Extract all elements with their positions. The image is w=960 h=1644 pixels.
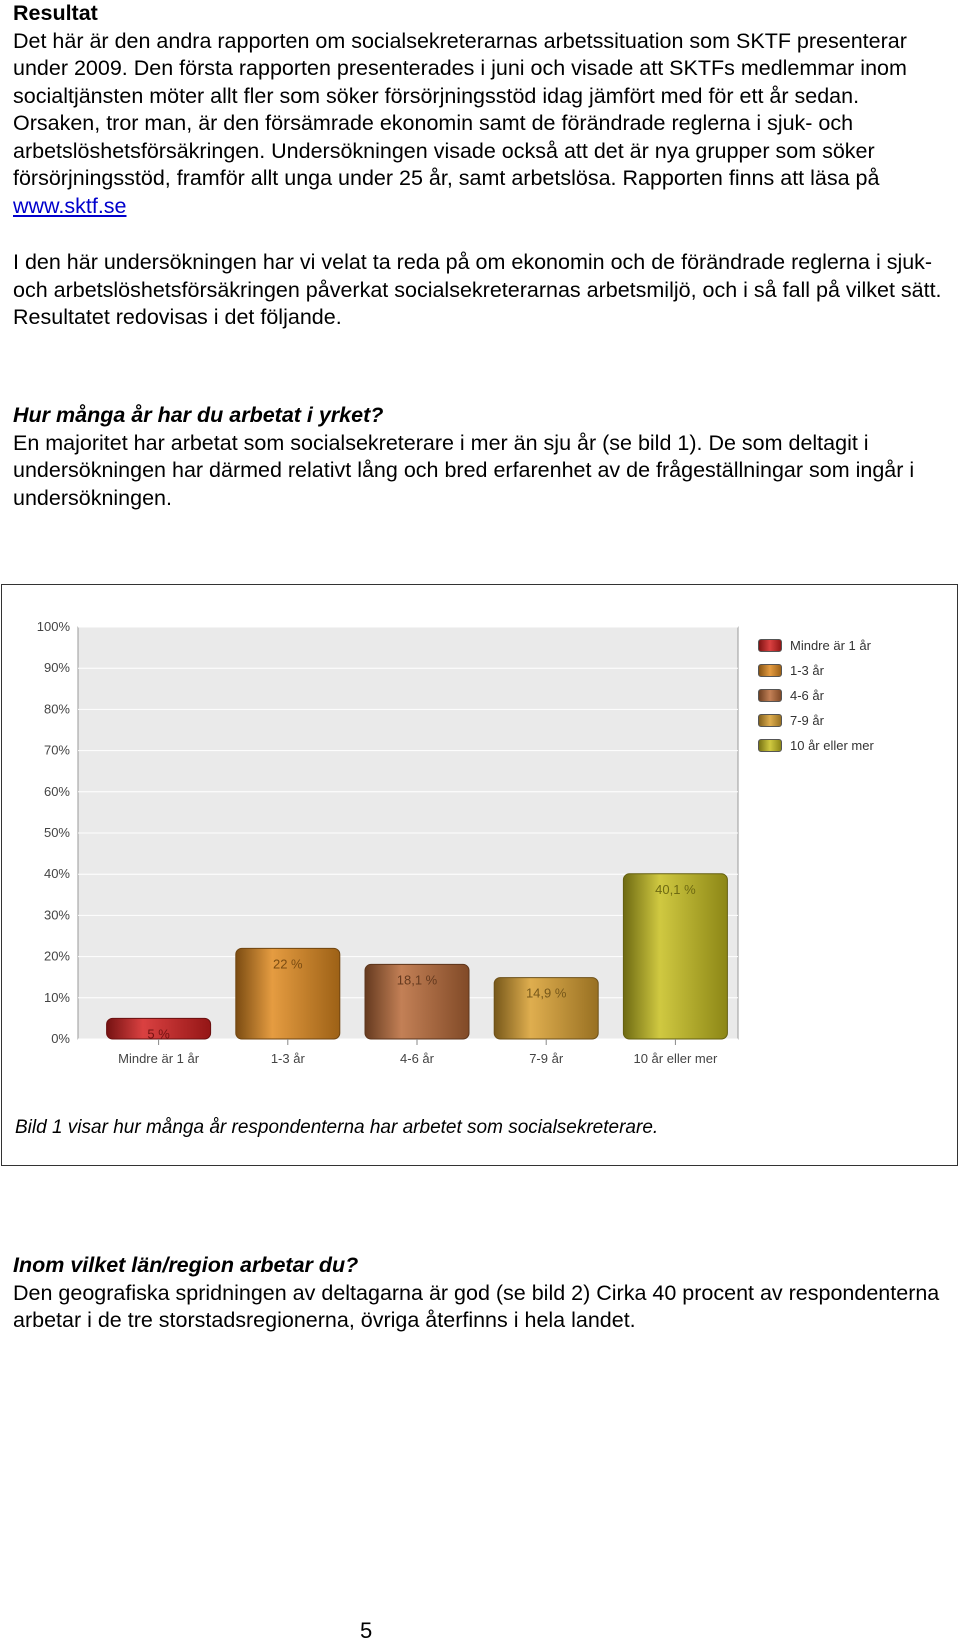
y-tick-label: 10% — [43, 989, 70, 1005]
y-tick-label: 50% — [43, 825, 70, 840]
page-number: 5 — [360, 1618, 373, 1643]
section-resultat — [13, 0, 948, 220]
section-region — [13, 1252, 948, 1335]
x-tick-label: Mindre är 1 år — [118, 1051, 200, 1066]
legend-swatch — [758, 689, 782, 702]
y-tick-label: 80% — [43, 701, 70, 717]
y-tick-label: 0% — [51, 1031, 70, 1046]
x-tick-label: 4-6 år — [400, 1051, 434, 1066]
y-tick-label: 90% — [43, 660, 70, 676]
legend-swatch — [758, 739, 782, 752]
figure-caption: Bild 1 visar hur många år respondenterna har arbetet som socialsekreterare. — [15, 1117, 659, 1138]
legend-swatch — [758, 639, 782, 652]
x-tick-label: 1-3 år — [270, 1051, 305, 1066]
y-tick-label: 40% — [43, 866, 70, 882]
legend-label: 10 år eller mer — [790, 738, 874, 753]
sktf-link[interactable]: www.sktf.se — [13, 193, 127, 218]
legend-item — [758, 733, 874, 758]
y-tick-label: 30% — [43, 907, 70, 923]
section-yrke — [13, 402, 948, 512]
y-tick-label: 100% — [36, 619, 70, 634]
bar-value-label: 18,1 % — [396, 972, 438, 988]
legend-swatch — [758, 714, 782, 727]
x-tick-label: 10 år eller mer — [633, 1051, 718, 1066]
legend-label: Mindre är 1 år — [790, 638, 871, 653]
y-tick-label: 70% — [43, 742, 70, 758]
heading-yrke: Hur många år har du arbetat i yrket? — [13, 403, 384, 427]
paragraph-undersokning: I den här undersökningen har vi velat ta reda på om ekonomin och de förändrade reglerna i sjuk- och arbetslöshetsförsäkringen påverkat socialsekreterarnas arbetsmiljö, och i så fall på vilket sätt. Resultatet redovisas i det följande. — [13, 250, 942, 329]
legend-item — [758, 633, 874, 658]
intro-paragraph — [13, 28, 948, 221]
legend-item — [758, 658, 874, 683]
bar-value-label: 5 % — [147, 1026, 170, 1042]
legend-item — [758, 708, 874, 733]
legend-swatch — [758, 664, 782, 677]
x-tick-label: 7-9 år — [529, 1051, 564, 1066]
y-tick-label: 20% — [43, 948, 70, 964]
figure-box — [1, 584, 958, 1166]
intro-text: Det här är den andra rapporten om socialsekreterarnas arbetssituation som SKTF presenterar under 2009. Den första rapporten presenterades i juni och visade att SKTFs medlemmar inom socialtjänsten möter allt fler som söker försörjningsstöd idag jämfört med för ett år sedan. Orsaken, tror man, är den försämrade ekonomin samt de förändrade reglerna i sjuk- och arbetslöshetsförsäkringen. Undersökningen visade också att det är nya grupper som söker försörjningsstöd, framför allt unga under 25 år, samt arbetslösa. Rapporten finns att läsa på — [13, 28, 907, 190]
bar-value-label: 40,1 % — [655, 881, 696, 897]
bar-value-label: 14,9 % — [525, 985, 567, 1001]
bar — [623, 874, 727, 1039]
paragraph-region: Den geografiska spridningen av deltagarna är god (se bild 2) Cirka 40 procent av respondenterna arbetar i de tre storstadsregionerna, övriga återfinns i hela landet. — [13, 1280, 940, 1332]
chart-legend — [758, 633, 874, 758]
y-tick-label: 60% — [43, 783, 70, 799]
legend-label: 1-3 år — [790, 663, 824, 678]
legend-label: 4-6 år — [790, 688, 824, 703]
legend-label: 7-9 år — [790, 713, 824, 728]
bar-value-label: 22 % — [272, 956, 303, 972]
heading-resultat: Resultat — [13, 1, 98, 25]
paragraph-yrke: En majoritet har arbetat som socialsekreterare i mer än sju år (se bild 1). De som deltagit i undersökningen har därmed relativt lång och bred erfarenhet av de frågeställningar som ingår i undersökningen. — [13, 430, 915, 510]
legend-item — [758, 683, 874, 708]
heading-region: Inom vilket län/region arbetar du? — [13, 1253, 359, 1277]
